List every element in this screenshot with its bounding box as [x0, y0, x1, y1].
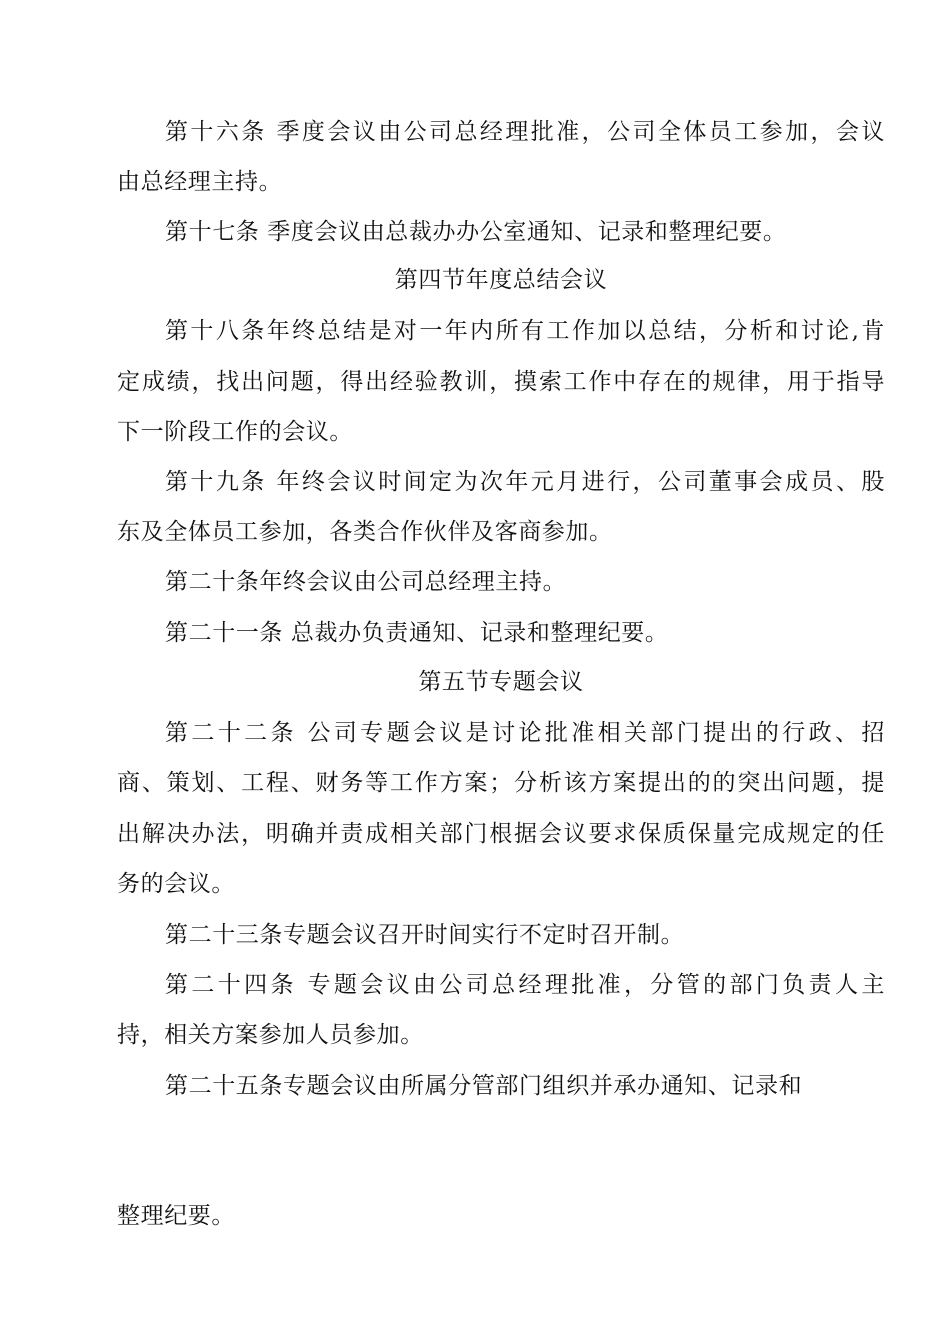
article-18-line-1: 第十八条年终总结是对一年内所有工作加以总结，分析和讨论,肯	[165, 318, 885, 344]
article-21: 第二十一条 总裁办负责通知、记录和整理纪要。	[165, 620, 669, 646]
article-17: 第十七条 季度会议由总裁办办公室通知、记录和整理纪要。	[165, 219, 787, 245]
article-16-line-1: 第十六条 季度会议由公司总经理批准，公司全体员工参加，会议	[165, 119, 885, 145]
article-24-line-1: 第二十四条 专题会议由公司总经理批准，分管的部门负责人主	[165, 972, 885, 998]
article-19-line-2: 东及全体员工参加，各类合作伙伴及客商参加。	[117, 519, 613, 545]
article-18-line-2: 定成绩，找出问题，得出经验教训，摸索工作中存在的规律，用于指导	[117, 369, 885, 395]
article-22-line-2: 商、策划、工程、财务等工作方案；分析该方案提出的的突出问题，提	[117, 770, 885, 796]
article-25-line-1: 第二十五条专题会议由所属分管部门组织并承办通知、记录和	[165, 1073, 803, 1099]
article-20: 第二十条年终会议由公司总经理主持。	[165, 569, 567, 595]
section-4-heading: 第四节年度总结会议	[394, 267, 608, 293]
section-5-heading: 第五节专题会议	[418, 669, 584, 695]
article-19-line-1: 第十九条 年终会议时间定为次年元月进行，公司董事会成员、股	[165, 469, 885, 495]
article-18-line-3: 下一阶段工作的会议。	[117, 419, 353, 445]
article-22-line-4: 务的会议。	[117, 871, 235, 897]
article-22-line-3: 出解决办法，明确并责成相关部门根据会议要求保质保量完成规定的任	[117, 821, 885, 847]
article-22-line-1: 第二十二条 公司专题会议是讨论批准相关部门提出的行政、招	[165, 720, 885, 746]
article-24-line-2: 持，相关方案参加人员参加。	[117, 1022, 424, 1048]
article-25-line-2: 整理纪要。	[117, 1203, 235, 1229]
article-16-line-2: 由总经理主持。	[117, 169, 283, 195]
article-23: 第二十三条专题会议召开时间实行不定时召开制。	[165, 922, 685, 948]
